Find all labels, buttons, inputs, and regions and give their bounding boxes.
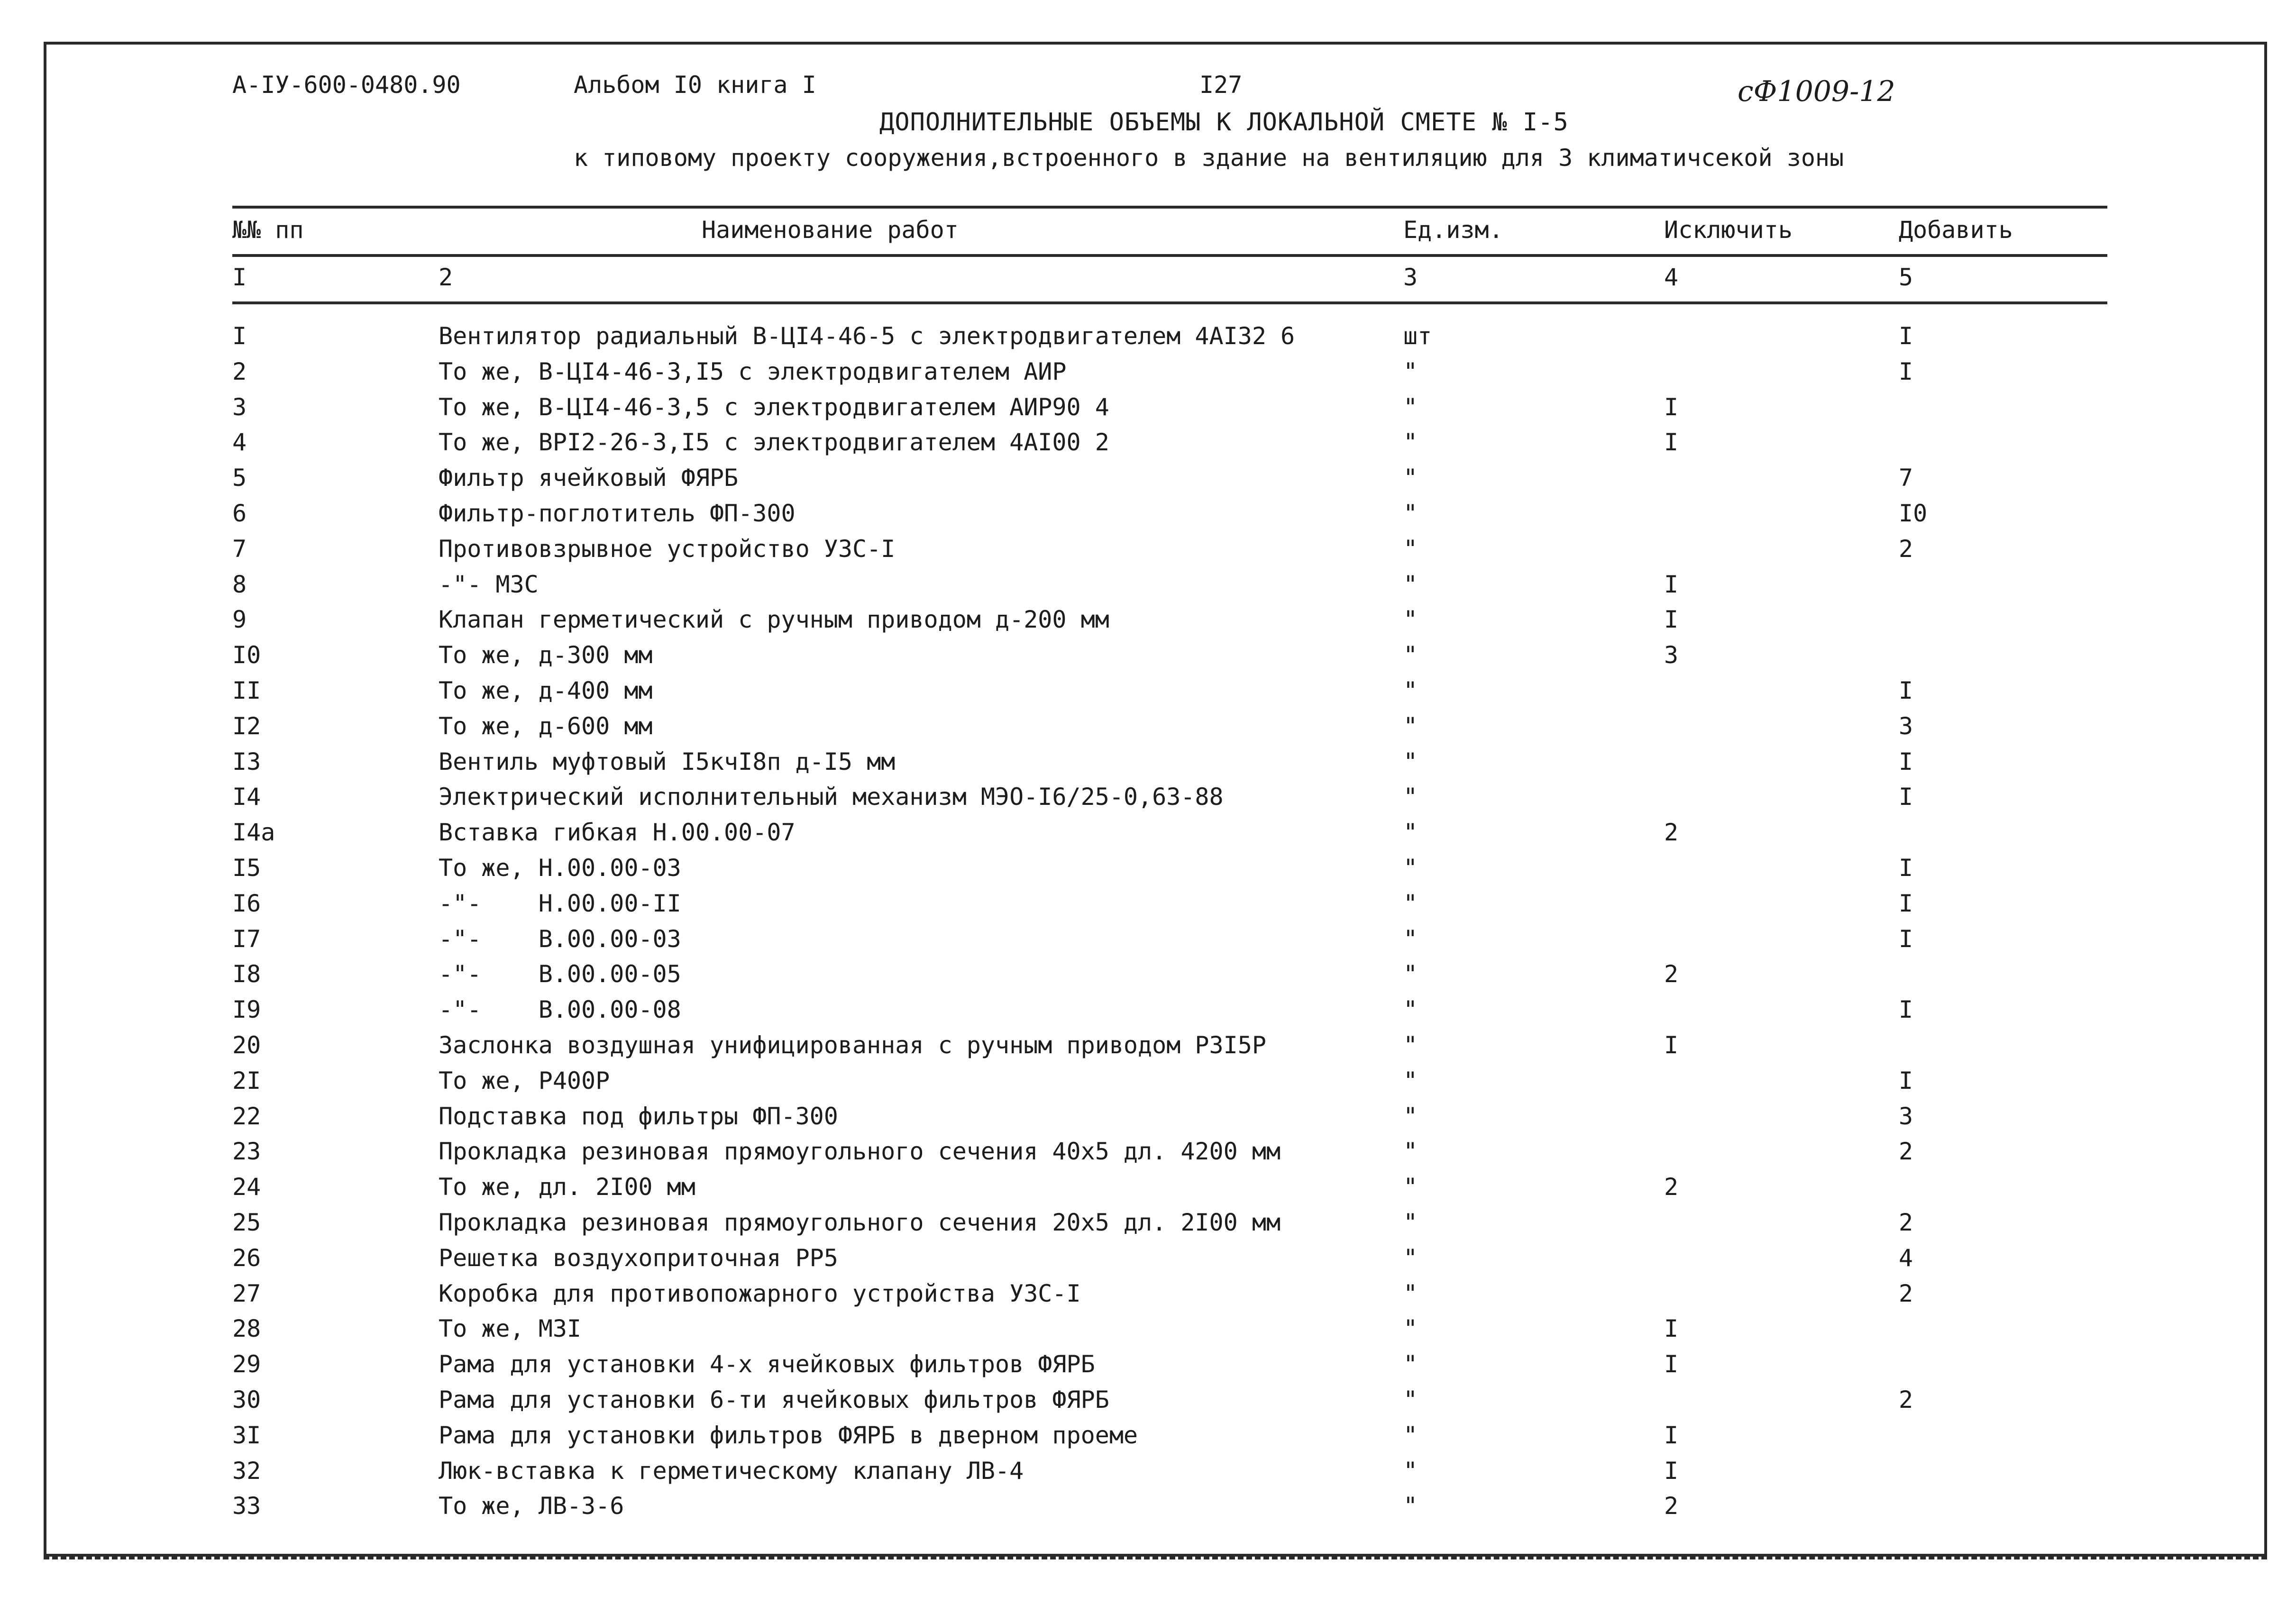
table-row xyxy=(0,1280,2296,1315)
row-unit: " xyxy=(1403,535,1418,563)
table-row xyxy=(0,1492,2296,1528)
table-row xyxy=(0,1457,2296,1493)
document-code: А-IУ-600-0480.90 xyxy=(232,71,461,99)
row-exclude: 2 xyxy=(1664,1173,1679,1201)
row-name: Противовзрывное устройство УЗС-I xyxy=(439,535,896,563)
row-unit: " xyxy=(1403,1031,1418,1059)
row-name: Клапан герметический с ручным приводом д-200 мм xyxy=(439,606,1109,634)
row-unit: " xyxy=(1403,1279,1418,1307)
row-number: I7 xyxy=(232,925,261,953)
row-add: 2 xyxy=(1899,1209,1913,1236)
row-unit: " xyxy=(1403,1457,1418,1485)
document-title: ДОПОЛНИТЕЛЬНЫЕ ОБЪЕМЫ К ЛОКАЛЬНОЙ СМЕТЕ № I-5 xyxy=(879,108,1569,137)
page-number: I27 xyxy=(1199,71,1243,99)
table-row xyxy=(0,393,2296,429)
row-add: I xyxy=(1899,1067,1913,1094)
row-name: То же, В-ЦI4-46-3,I5 с электродвигателем АИР xyxy=(439,357,1067,385)
row-unit: " xyxy=(1403,393,1418,421)
row-number: I6 xyxy=(232,889,261,917)
row-unit: " xyxy=(1403,464,1418,492)
table-row xyxy=(0,606,2296,641)
row-name: То же, В-ЦI4-46-3,5 с электродвигателем АИР90 4 xyxy=(439,393,1109,421)
table-row xyxy=(0,1173,2296,1209)
row-name: Фильтр-поглотитель ФП-300 xyxy=(439,500,796,527)
table-row xyxy=(0,1422,2296,1457)
row-unit: шт xyxy=(1403,322,1432,350)
row-name: То же, д-300 мм xyxy=(439,641,653,669)
table-row xyxy=(0,1350,2296,1386)
row-name: -"- В.00.00-03 xyxy=(439,925,681,953)
table-row xyxy=(0,783,2296,819)
row-name: То же, ЛВ-3-6 xyxy=(439,1492,624,1520)
table-row xyxy=(0,500,2296,535)
row-name: Люк-вставка к герметическому клапану ЛВ-4 xyxy=(439,1457,1024,1485)
table-row xyxy=(0,322,2296,358)
row-number: I2 xyxy=(232,712,261,740)
row-number: I3 xyxy=(232,748,261,775)
row-exclude: 2 xyxy=(1664,960,1679,988)
row-name: То же, Р400Р xyxy=(439,1067,610,1094)
table-row xyxy=(0,854,2296,890)
row-exclude: 2 xyxy=(1664,819,1679,847)
row-name: Вентиль муфтовый I5кчI8п д-I5 мм xyxy=(439,748,896,775)
row-add: I xyxy=(1899,925,1913,953)
row-unit: " xyxy=(1403,1067,1418,1094)
header-rule xyxy=(232,254,2107,257)
row-exclude: I xyxy=(1664,429,1679,456)
document-subtitle: к типовому проекту сооружения,встроенного в здание на вентиляцию для 3 климатичсекой зоны xyxy=(574,144,1844,172)
row-unit: " xyxy=(1403,996,1418,1024)
row-number: 26 xyxy=(232,1244,261,1272)
row-add: 2 xyxy=(1899,1138,1913,1166)
row-name: Рама для установки фильтров ФЯРБ в дверном проеме xyxy=(439,1421,1138,1449)
row-name: То же, ВРI2-26-3,I5 с электродвигателем 4АI00 2 xyxy=(439,429,1109,456)
album-label: Альбом I0 книга I xyxy=(574,71,816,99)
row-name: Коробка для противопожарного устройства УЗС-I xyxy=(439,1279,1081,1307)
col-number-5: 5 xyxy=(1899,264,1913,291)
row-unit: " xyxy=(1403,748,1418,775)
row-exclude: I xyxy=(1664,1457,1679,1485)
row-unit: " xyxy=(1403,854,1418,882)
row-unit: " xyxy=(1403,1492,1418,1520)
row-unit: " xyxy=(1403,819,1418,847)
row-name: То же, дл. 2I00 мм xyxy=(439,1173,695,1201)
row-number: 9 xyxy=(232,606,247,634)
col-number-3: 3 xyxy=(1403,264,1418,291)
row-unit: " xyxy=(1403,1244,1418,1272)
row-unit: " xyxy=(1403,1315,1418,1343)
row-unit: " xyxy=(1403,783,1418,811)
row-name: Рама для установки 4-х ячейковых фильтров ФЯРБ xyxy=(439,1350,1095,1378)
table-row xyxy=(0,925,2296,961)
row-number: I4а xyxy=(232,819,275,847)
row-add: I xyxy=(1899,783,1913,811)
row-exclude: I xyxy=(1664,1315,1679,1343)
row-name: -"- В.00.00-05 xyxy=(439,960,681,988)
row-number: 23 xyxy=(232,1138,261,1166)
row-name: То же, Н.00.00-03 xyxy=(439,854,681,882)
row-exclude: I xyxy=(1664,1350,1679,1378)
row-number: 3I xyxy=(232,1421,261,1449)
row-number: 33 xyxy=(232,1492,261,1520)
row-number: I xyxy=(232,322,247,350)
table-row xyxy=(0,748,2296,784)
row-add: 3 xyxy=(1899,712,1913,740)
col-header-unit: Ед.изм. xyxy=(1403,216,1503,244)
row-name: Подставка под фильтры ФП-300 xyxy=(439,1102,838,1130)
row-add: 2 xyxy=(1899,535,1913,563)
row-name: -"- МЗС xyxy=(439,570,539,598)
table-row xyxy=(0,358,2296,393)
row-unit: " xyxy=(1403,570,1418,598)
row-add: I xyxy=(1899,748,1913,775)
row-unit: " xyxy=(1403,606,1418,634)
row-unit: " xyxy=(1403,677,1418,704)
row-name: Решетка воздухоприточная РР5 xyxy=(439,1244,838,1272)
row-number: 25 xyxy=(232,1209,261,1236)
row-name: Заслонка воздушная унифицированная с ручным приводом РЗI5Р xyxy=(439,1031,1266,1059)
table-top-rule xyxy=(232,206,2107,209)
row-unit: " xyxy=(1403,960,1418,988)
row-unit: " xyxy=(1403,1173,1418,1201)
table-row xyxy=(0,1244,2296,1280)
table-row xyxy=(0,677,2296,712)
row-exclude: I xyxy=(1664,1421,1679,1449)
row-name: Вставка гибкая Н.00.00-07 xyxy=(439,819,796,847)
row-unit: " xyxy=(1403,641,1418,669)
table-row xyxy=(0,1138,2296,1173)
row-name: Прокладка резиновая прямоугольного сечения 20х5 дл. 2I00 мм xyxy=(439,1209,1281,1236)
row-add: 7 xyxy=(1899,464,1913,492)
col-header-add: Добавить xyxy=(1899,216,2013,244)
row-name: Электрический исполнительный механизм МЭО-I6/25-0,63-88 xyxy=(439,783,1224,811)
table-row xyxy=(0,1031,2296,1067)
row-unit: " xyxy=(1403,429,1418,456)
row-unit: " xyxy=(1403,712,1418,740)
col-header-name: Наименование работ xyxy=(702,216,959,244)
table-row xyxy=(0,996,2296,1031)
table-row xyxy=(0,641,2296,677)
row-unit: " xyxy=(1403,1102,1418,1130)
row-name: -"- Н.00.00-II xyxy=(439,889,681,917)
row-number: 2I xyxy=(232,1067,261,1094)
table-row xyxy=(0,1315,2296,1350)
row-exclude: I xyxy=(1664,606,1679,634)
table-row xyxy=(0,429,2296,464)
row-name: Прокладка резиновая прямоугольного сечения 40х5 дл. 4200 мм xyxy=(439,1138,1281,1166)
col-header-number: №№ пп xyxy=(232,216,304,244)
row-name: Вентилятор радиальный В-ЦI4-46-5 с электродвигателем 4АI32 6 xyxy=(439,322,1295,350)
row-number: 28 xyxy=(232,1315,261,1343)
row-unit: " xyxy=(1403,1138,1418,1166)
row-unit: " xyxy=(1403,1350,1418,1378)
row-name: Рама для установки 6-ти ячейковых фильтров ФЯРБ xyxy=(439,1386,1109,1413)
row-number: I5 xyxy=(232,854,261,882)
bottom-border xyxy=(44,1557,2267,1559)
row-exclude: I xyxy=(1664,570,1679,598)
row-number: 27 xyxy=(232,1279,261,1307)
table-row xyxy=(0,571,2296,606)
row-add: I xyxy=(1899,677,1913,704)
table-row xyxy=(0,712,2296,748)
row-number: 7 xyxy=(232,535,247,563)
row-exclude: 2 xyxy=(1664,1492,1679,1520)
row-add: I xyxy=(1899,889,1913,917)
row-number: I0 xyxy=(232,641,261,669)
row-unit: " xyxy=(1403,357,1418,385)
row-add: 2 xyxy=(1899,1386,1913,1413)
column-number-rule xyxy=(232,301,2107,304)
row-number: 5 xyxy=(232,464,247,492)
table-row xyxy=(0,1209,2296,1244)
row-number: 4 xyxy=(232,429,247,456)
row-number: 6 xyxy=(232,500,247,527)
row-name: То же, МЗI xyxy=(439,1315,582,1343)
row-add: I xyxy=(1899,996,1913,1024)
row-number: 29 xyxy=(232,1350,261,1378)
row-number: 2 xyxy=(232,357,247,385)
row-unit: " xyxy=(1403,1386,1418,1413)
row-number: 30 xyxy=(232,1386,261,1413)
row-name: -"- В.00.00-08 xyxy=(439,996,681,1024)
row-add: I0 xyxy=(1899,500,1928,527)
row-number: I9 xyxy=(232,996,261,1024)
row-number: II xyxy=(232,677,261,704)
handwritten-stamp: сФ1009-12 xyxy=(1738,75,1895,108)
table-row xyxy=(0,1067,2296,1103)
table-row xyxy=(0,1103,2296,1138)
col-header-exclude: Исключить xyxy=(1664,216,1793,244)
row-name: То же, д-400 мм xyxy=(439,677,653,704)
table-row xyxy=(0,535,2296,571)
row-add: 3 xyxy=(1899,1102,1913,1130)
row-unit: " xyxy=(1403,1421,1418,1449)
row-unit: " xyxy=(1403,925,1418,953)
row-exclude: I xyxy=(1664,393,1679,421)
table-row xyxy=(0,960,2296,996)
row-exclude: I xyxy=(1664,1031,1679,1059)
table-row xyxy=(0,819,2296,854)
row-number: 32 xyxy=(232,1457,261,1485)
row-number: 20 xyxy=(232,1031,261,1059)
col-number-4: 4 xyxy=(1664,264,1679,291)
table-row xyxy=(0,464,2296,500)
table-row xyxy=(0,890,2296,925)
row-unit: " xyxy=(1403,1209,1418,1236)
row-number: 8 xyxy=(232,570,247,598)
row-name: Фильтр ячейковый ФЯРБ xyxy=(439,464,739,492)
row-add: I xyxy=(1899,357,1913,385)
row-add: 2 xyxy=(1899,1279,1913,1307)
row-add: I xyxy=(1899,854,1913,882)
col-number-1: I xyxy=(232,264,247,291)
row-unit: " xyxy=(1403,889,1418,917)
row-exclude: 3 xyxy=(1664,641,1679,669)
row-number: 24 xyxy=(232,1173,261,1201)
row-number: 3 xyxy=(232,393,247,421)
row-number: I8 xyxy=(232,960,261,988)
row-number: 22 xyxy=(232,1102,261,1130)
row-add: I xyxy=(1899,322,1913,350)
row-add: 4 xyxy=(1899,1244,1913,1272)
row-number: I4 xyxy=(232,783,261,811)
row-name: То же, д-600 мм xyxy=(439,712,653,740)
table-row xyxy=(0,1386,2296,1422)
col-number-2: 2 xyxy=(439,264,453,291)
row-unit: " xyxy=(1403,500,1418,527)
